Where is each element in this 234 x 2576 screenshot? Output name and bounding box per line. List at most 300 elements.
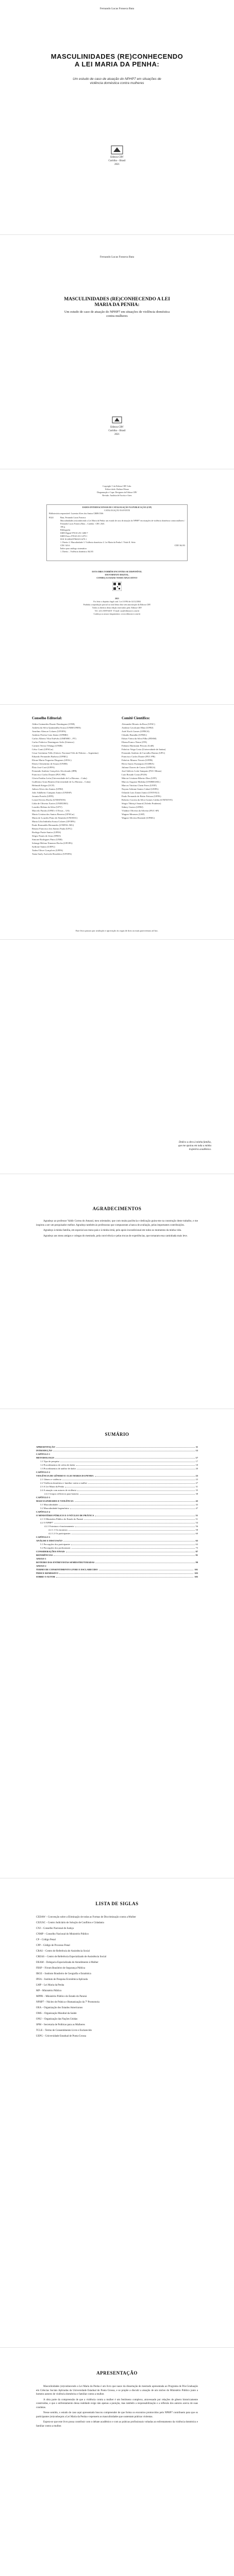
cip-subheader: CATALOGAÇÃO NA FONTE — [104, 509, 130, 512]
leader-dots — [75, 1499, 195, 1502]
summary-entry — [36, 1564, 198, 1568]
summary-entry-title: 2.1 Gênero e violência — [40, 1478, 61, 1481]
abbreviation-entry: DEAM – Delegacia Especializada de Atendimento à Mulher — [36, 1961, 98, 1964]
summary-entry-page: 17 — [195, 1460, 198, 1463]
summary-entry — [36, 1524, 198, 1528]
abbreviations-page — [0, 1878, 234, 2347]
abbreviation-entry: MPPR – Ministério Público do Estado do Paraná — [36, 1995, 87, 1998]
cip-cdu: CDU 343.6 — [60, 544, 70, 547]
imprint-page — [0, 469, 234, 704]
title-author: Fernando Lucas Fonseca Bata — [99, 256, 135, 259]
board-member: Carlos Alberto Vilar Estêvão (UMINHO – PT) — [32, 737, 76, 740]
board-member: Francisco Carlos Duarte (PUC-PR) — [32, 773, 65, 776]
board-member: Celso Conti (UFSCar) — [32, 748, 54, 751]
leader-dots — [54, 1553, 194, 1556]
abbreviations-list — [36, 1914, 198, 2039]
leader-dots — [99, 1568, 194, 1570]
board-member: José Adércio Leite Sampaio (PUC Minas) — [122, 770, 162, 772]
summary-entry-page: 51 — [195, 1514, 198, 1517]
acknowledgements-body — [36, 1219, 198, 1238]
summary-entry — [36, 1568, 198, 1571]
summary-entry-page: 38 — [195, 1493, 198, 1495]
summary-entry-page: 35 — [195, 1489, 198, 1492]
summary-entry-page: 51 — [195, 1518, 198, 1520]
summary-entry-title: 1.2 Procedimentos de coleta de dados — [40, 1464, 75, 1466]
summary-entry-title: 2.2 Violência doméstica e familiar contra a mulher — [40, 1482, 88, 1484]
leader-dots — [77, 1488, 194, 1491]
summary-entry — [36, 1449, 198, 1452]
imprint-line: Revisão: Analista de Escrita e Artes — [102, 494, 132, 497]
abbreviation-entry: CP – Código Penal — [36, 1939, 56, 1941]
publisher-line: Editora CRV — [110, 426, 124, 429]
summary-entry-page: 56 — [195, 1525, 198, 1528]
summary-entry-title: METODOLOGIA — [36, 1456, 55, 1459]
board-member: Sidney Guerra (UFRJ) — [122, 806, 143, 808]
board-member: Roberto Correia da Silva Gomes Caldas (UNINOVE) — [122, 799, 173, 801]
paragraph: Masculinidades (re)conhecendo a Lei Maria da Penha é um livro que nasce da dissertação de mestrado apresentada ao Programa de Pós-Graduação em Ciências Sociais Aplicadas da Universidade Estadual de Ponta Grossa, e se propõe a discutir a atuação de um núcleo do Ministério Público junto a homens autores de violência doméstica e familiar contra a mulher. — [36, 2385, 198, 2396]
summary-entry — [36, 1463, 198, 1467]
paragraph: A obra parte da compreensão de que a violência contra a mulher é um fenômeno complexo, atravessado por relações de gênero historicamente construídas, e que o enfrentamento dessa realidade exige não apenas a punição, mas também a responsabilização e a reflexão dos autores acerca de suas condutas. — [36, 2398, 198, 2409]
abbreviation-entry: CEJUSC – Centro Judiciário de Solução de Conflitos e Cidadania — [36, 1922, 104, 1924]
board-member: Guillermo Arias Beatón (Universidade de La Havana – Cuba) — [32, 781, 91, 783]
board-members — [32, 722, 114, 856]
leader-dots — [63, 1539, 194, 1541]
footer-line: Foi feito o depósito legal conf. Lei 10.994 de 14/12/2004 — [93, 600, 141, 603]
summary-entry-title: ANEXO 2 — [36, 1565, 46, 1567]
cip-code: B324 — [49, 516, 54, 519]
summary-entry-title: 4.2.1.2 Os participantes — [48, 1532, 71, 1535]
summary-entry-title: 2.4.1 Grupos reflexivos para homens — [44, 1493, 79, 1495]
summary-entry-page: 63 — [195, 1543, 198, 1546]
cip-librarian: Bibliotecária responsável: Luzenira Alves dos Santos CRB9/1506 — [49, 512, 104, 515]
board-member: Marcelo Paixão (UFRJ e UTexas – US) — [32, 809, 70, 812]
summary-entry-page: 27 — [195, 1482, 198, 1484]
board-member: Antônio Pereira Gaio Júnior (UFRRJ) — [32, 734, 68, 736]
leader-dots — [54, 1521, 195, 1523]
summary-entry-title: CAPÍTULO 5 — [36, 1536, 51, 1538]
summary-entry — [36, 1514, 198, 1517]
scientific-committee — [122, 716, 204, 820]
summary-entry-page: 105 — [194, 1575, 198, 1578]
summary-entry-title: 4.1 O Ministério Público do Estado do Paraná — [40, 1518, 83, 1520]
summary-entry — [36, 1535, 198, 1539]
leader-dots — [95, 1514, 194, 1516]
summary-entry — [36, 1488, 198, 1492]
board-member: Sérgio Tibiriçá Amaral (Toledo Prudente) — [122, 802, 161, 805]
board-member: Maria Cristina dos Santos Bezerra (UFSCar) — [32, 813, 75, 816]
board-member: João Adalberto Campato Junior (UNESP) — [32, 791, 72, 794]
digital-notice — [0, 570, 234, 580]
summary-entry-page: 91 — [195, 1554, 198, 1556]
board-member: Paulo Romualdo Hernandes (UNIFAL-MG) — [32, 824, 74, 826]
footer-line: Conheça os nossos lançamentos: www.editoracrv.com.br — [93, 613, 141, 615]
board-member: Luiz Rosado Costa (FAJS) — [122, 773, 147, 776]
summary-entry — [36, 1553, 198, 1557]
dedication-page — [0, 940, 234, 1174]
summary-entry-title: O MINISTÉRIO PÚBLICO E O NÚCLEO DE PRÁTICA — [36, 1514, 94, 1517]
leader-dots — [76, 1463, 195, 1466]
cip-index-entry: 1. Direito – Violência doméstica 362.83 — [60, 550, 93, 553]
summary-entry-page: 23 — [195, 1475, 198, 1477]
summary-entry-title: 3.2 Masculinidade hegemônica — [40, 1507, 70, 1510]
abbreviation-entry: LMP – Lei Maria da Penha — [36, 1984, 64, 1987]
board-member: Marcos Vinícius Chein Feres (UFJF) — [122, 784, 157, 787]
summary-entry-title: 2.3 A Lei Maria da Penha — [40, 1485, 64, 1488]
summary-entry-title: ÍNDICE REMISSIVO — [36, 1572, 59, 1574]
cip-entry: Bibliografia — [60, 529, 71, 531]
cover-subtitle: Um estudo de caso de atuação do NPHP7 em situações de violência doméstica contra mulheres — [73, 77, 161, 85]
leader-dots — [65, 1485, 195, 1487]
imprint-line: Diagramação e Capa: Designers da Editora CRV — [97, 491, 137, 494]
summary-entry-page: 99 — [195, 1561, 198, 1564]
board-title: Comitê Científico: — [122, 716, 151, 720]
summary-entry — [36, 1481, 198, 1485]
summary-entry — [36, 1445, 198, 1449]
paragraph: Agradeço à minha família, em especial aos meus pais e à minha irmã, pelo apoio incondicional em todos os momentos da minha vida. — [43, 1229, 182, 1232]
publisher-logo — [112, 416, 122, 423]
dedication-line: que me apoiou em toda a minha — [178, 1145, 211, 1147]
imprint-line: Copyright © da Editora CRV Ltda. — [103, 485, 131, 487]
leader-dots — [56, 1575, 193, 1578]
imprint-footer — [0, 597, 234, 616]
board-member: Cláudio Brandão (UFMG) — [122, 734, 147, 736]
board-member: Sydione Santos (UEPG) — [32, 845, 55, 848]
acknowledgements-page — [0, 1174, 234, 1409]
board-member: Carlos Federico Dominguez Avila (Unieuro) — [32, 741, 74, 743]
leader-dots — [84, 1517, 195, 1520]
board-member: Josania Portela (UFPI) — [32, 795, 54, 798]
board-member: Nayara Adriane Santos Cabral (UEPA) — [122, 788, 159, 790]
summary-entry — [36, 1557, 198, 1561]
board-member: Andréia da Silva Quintanilha Sousa (UNIR/UFRN) — [32, 726, 81, 729]
leader-dots — [55, 1456, 194, 1459]
board-member: Fabrício Muraro Novais (UFPR) — [122, 759, 153, 761]
summary-entry-title: REFERÊNCIAS — [36, 1554, 53, 1556]
cover-title: MASCULINIDADES (RE)CONHECENDO A LEI MARIA DA PENHA: — [51, 53, 183, 68]
summary-entry — [36, 1485, 198, 1488]
board-member: Fernando Antônio Gonçalves Alcoforado (IPB) — [32, 770, 77, 772]
qr-code-icon — [112, 582, 122, 591]
leader-dots — [95, 1561, 194, 1563]
summary-entry-page: 18 — [195, 1464, 198, 1466]
board-member: Fernando Antônio de Carvalho Dantas (UFG) — [122, 752, 165, 754]
summary-entry-page: 17 — [195, 1456, 198, 1459]
summary-entry-title: 4.2.1 Estrutura e funcionamento — [44, 1525, 74, 1528]
board-member: Anselmo Alencar Colares (UFOPA) — [32, 730, 66, 733]
leader-dots — [88, 1481, 194, 1484]
title-publisher — [0, 426, 234, 436]
board-title: Conselho Editorial: — [32, 716, 62, 720]
summary-entry — [36, 1503, 198, 1506]
board-member: Francisco Carlos Duarte (PUC-PR) — [122, 755, 155, 758]
summary-entry — [36, 1517, 198, 1521]
cip-entry: Masculinidades (re)conhecendo a Lei Maria da Penha: um estudo de caso de atuação do NPHP7 em situações de violência doméstica contra mulheres / Fernando Lucas Fonseca Bata – Curitiba : CRV, 2021. — [60, 519, 185, 525]
summary-entry — [36, 1496, 198, 1499]
board-member: Maria de Lourdes Pinto de Almeida (UNOESC) — [32, 817, 78, 819]
abbreviation-entry: CREAS – Centro de Referência Especializado de Assistência Social — [36, 1956, 107, 1958]
presentation-heading: APRESENTAÇÃO — [96, 2370, 138, 2376]
board-member: Renato Francisco dos Santos Paula (UFG) — [32, 827, 72, 830]
leader-dots — [60, 1460, 194, 1462]
summary-entry-page: 20 — [195, 1467, 198, 1470]
summary-entry — [36, 1478, 198, 1481]
leader-dots — [53, 1449, 194, 1451]
abbreviation-entry: CNJ – Conselho Nacional de Justiça — [36, 1927, 74, 1930]
summary-entry-page: 54 — [195, 1521, 198, 1524]
summary-entry — [36, 1550, 198, 1553]
summary-entry-page: 101 — [194, 1568, 198, 1571]
peer-review-note: Este livro passou por avaliação e aprovação às cegas de dois ou mais pareceristas ad hoc. — [75, 929, 159, 932]
paragraph: Agradeço ao professor Valdir Correa do Amaral, meu orientador, que com muita paciência e dedicação guiou-me na construção deste trabalho, e me inspirou a ser um pesquisador melhor. Agradeço também às professoras que compuseram a banca de avaliação, pelas importantes contribuições. — [36, 1220, 198, 1227]
legal-line: EM FORMATO DIGITAL. — [105, 573, 129, 576]
summary-heading: SUMÁRIO — [105, 1432, 129, 1437]
summary-entry-page: 87 — [195, 1550, 198, 1553]
summary-entry-page: 58 — [195, 1529, 198, 1531]
summary-entry-page: 13 — [195, 1449, 198, 1452]
abbreviation-entry: FBSP – Fórum Brasileiro de Segurança Pública — [36, 1967, 86, 1970]
summary-entry-title: 2.4 A atuação com autores de violência — [40, 1489, 77, 1492]
board-members — [122, 722, 204, 820]
paragraph: Nesse sentido, o estudo de caso aqui apresentado buscou compreender de que forma os encontros promovidos pelo NPHP7 contribuem para que os participantes (re)conheçam a Lei Maria da Penha e repensem as masculinidades que sustentam práticas violentas. — [36, 2412, 198, 2418]
board-member: Fabiano Hartmann Peixoto (UnB) — [122, 744, 154, 747]
cip-entry: 1. Direito 2. Masculinidade 3. Violência doméstica 4. Lei Maria da Penha I. Título II. Série. — [60, 541, 136, 544]
summary-entry-title: ANÁLISE E DISCUSSÃO — [36, 1539, 63, 1542]
board-member: Fabrício Veiga Costa (Universidade de Itaúna) — [122, 748, 166, 751]
summary-entry — [36, 1452, 198, 1456]
board-member: Lídia de Oliveira Xavier (UNIEURO) — [32, 802, 68, 805]
board-member: Hecto Inacio Eustaquio (ULBRA) — [122, 762, 154, 765]
dedication-line: trajetória acadêmica. — [189, 1148, 211, 1151]
presentation-page — [0, 2348, 234, 2576]
summary-entry-title: CAPÍTULO 4 — [36, 1511, 51, 1513]
board-member: Orlando Luiz Zanon Junior (UNIVALI) — [122, 791, 159, 794]
leader-dots — [95, 1474, 195, 1477]
publisher-line: 2021 — [114, 433, 120, 436]
summary-entry-title: ANEXO 1 — [36, 1557, 46, 1560]
summary-entry-page: 31 — [195, 1485, 198, 1488]
cip-entry: Bata, Fernando Lucas Fonseca. — [60, 516, 87, 519]
leader-dots — [72, 1546, 195, 1549]
board-member: Edson Vieira da Silva Filho (FDSM) — [122, 737, 157, 740]
summary-page — [0, 1409, 234, 1878]
board-member: Marcos Augusto Maliska (UNIBRASIL) — [122, 781, 160, 783]
summary-entry-title: VIOLÊNCIA DE GÊNERO E A LEI MARIA DA PENHA — [36, 1475, 94, 1477]
board-member: Ariel Koch Gomes (UFRGS) — [122, 730, 149, 733]
summary-entry-title: 1.1 Tipo de pesquisa — [40, 1460, 60, 1463]
publisher-line: Curitiba – Brasil — [108, 430, 126, 432]
board-member: Paulo Fernando de Britto Feitoza (UFPA) — [122, 795, 161, 798]
dedication-line: Dedico a obra à minha família, — [178, 1141, 211, 1144]
summary-entry-title: 3.1 Masculinidades — [40, 1503, 58, 1506]
summary-entry-title: CONSIDERAÇÕES FINAIS — [36, 1550, 65, 1553]
summary-entry — [36, 1506, 198, 1510]
footer-line: Todos os direitos desta edição reservados pela: Editora CRV — [92, 606, 142, 609]
summary-entry-page: 11 — [195, 1446, 198, 1448]
abbreviation-entry: OEA – Organização dos Estados Americanos — [36, 2007, 83, 2009]
summary-entry — [36, 1532, 198, 1535]
leader-dots — [56, 1445, 195, 1448]
publisher-line: 2021 — [114, 163, 120, 166]
summary-entry — [36, 1460, 198, 1463]
summary-entry-title: INTRODUÇÃO — [36, 1449, 53, 1452]
summary-entry — [36, 1492, 198, 1496]
board-member: Gloria Fariñas León (Universidade de La Havana – Cuba) — [32, 777, 87, 779]
summary-entry — [36, 1510, 198, 1514]
summary-entry — [36, 1528, 198, 1532]
abbreviation-entry: CRAS – Centro de Referência de Assistência Social — [36, 1950, 90, 1953]
board-member: Wagner Silveira Rezende (UFMG) — [122, 817, 155, 819]
leader-dots — [66, 1550, 195, 1552]
summary-entry-page: 60 — [195, 1532, 198, 1535]
abbreviation-entry: IPEA – Instituto de Pesquisa Econômica Aplicada — [36, 1978, 88, 1981]
title-main: MASCULINIDADES (RE)CONHECENDO A LEI MARIA DA PENHA: — [64, 297, 170, 308]
footer-line: Tel.: (41) 3039-6418 - E-mail: sac@editoracrv.com.br — [94, 609, 140, 612]
summary-entry-title: CAPÍTULO 1 — [36, 1453, 51, 1455]
title-page — [0, 235, 234, 469]
summary-entry — [36, 1575, 198, 1579]
abbreviation-entry: CEDAW – Convenção sobre a Eliminação de todas as Formas de Discriminação contra a Mulher — [36, 1916, 136, 1919]
footer-line: Proibida a reprodução parcial ou total desta obra sem autorização da Editora CRV — [83, 603, 151, 606]
summary-entry — [36, 1539, 198, 1543]
board-member: Helmuth Krüger (UCP) — [32, 784, 55, 787]
board-member: Élsio José Corá (UFFS) — [32, 766, 55, 769]
leader-dots — [59, 1571, 193, 1574]
summary-entry-title: TERMO DE CONSENTIMENTO LIVRE E ESCLARECIDO — [36, 1568, 98, 1571]
board-member: Maria Lília Imbiriba Sousa Colares (UFOPA) — [32, 820, 75, 823]
summary-entry-page: 23 — [195, 1478, 198, 1481]
leader-dots — [80, 1492, 195, 1495]
summary-entry-page: 47 — [195, 1507, 198, 1510]
board-member: Sérgio Nunes de Jesus (IFRO) — [32, 835, 61, 837]
cover-page — [0, 0, 234, 234]
summary-entry — [36, 1546, 198, 1550]
board-member: Elizeu Clementino de Souza (UNEB) — [32, 762, 68, 765]
summary-list — [36, 1445, 198, 1579]
abbreviation-entry: CPP – Código de Processo Penal — [36, 1944, 70, 1947]
summary-entry — [36, 1456, 198, 1460]
editorial-board — [32, 716, 114, 856]
cip-entry: ISBN Digital 978-65-251-1480-7 — [60, 532, 88, 534]
cip-entry: 106 p. — [60, 526, 65, 528]
board-member: Cesar Gerónimo Tello (Univer. Nacional Três de Febrero – Argentina) — [32, 752, 98, 754]
board-member: Eduardo Fernandes Barbosa (UFMG) — [32, 755, 68, 758]
board-member: Eliana Franco Neme (ITE) — [122, 741, 147, 743]
summary-entry-page: 43 — [195, 1503, 198, 1506]
cover-author: Fernando Lucas Fonseca Bata — [99, 7, 135, 10]
board-member: Juliana Chaves de Castro (UFRGS) — [122, 766, 156, 769]
acknowledgements-heading: AGRADECIMENTOS — [92, 1206, 142, 1211]
abbreviation-entry: SPM – Secretaria de Políticas para as Mulheres — [36, 2024, 85, 2026]
presentation-body — [36, 2385, 198, 2428]
cover-publisher — [0, 156, 234, 166]
cip-box — [46, 504, 188, 561]
summary-entry — [36, 1543, 198, 1546]
summary-entry-page: 43 — [195, 1500, 198, 1502]
leader-dots — [71, 1543, 194, 1545]
summary-entry — [36, 1561, 198, 1564]
legal-line: ESTA OBRA TAMBÉM ENCONTRA-SE DISPONÍVEL — [92, 570, 142, 573]
abbreviation-entry: TCLE – Termo de Consentimento Livre e Esclarecido — [36, 2029, 92, 2032]
summary-entry — [36, 1571, 198, 1575]
cip-header: DADOS INTERNACIONAIS DE CATALOGAÇÃO NA PUBLICAÇÃO (CIP) — [82, 506, 152, 509]
publisher-line: Curitiba – Brasil — [108, 160, 126, 162]
summary-entry-title: SOBRE O AUTOR — [36, 1575, 55, 1578]
board-member: Alexandre Morais da Rosa (UFSC) — [122, 723, 155, 725]
abbreviation-entry: OMS – Organização Mundial da Saúde — [36, 2012, 77, 2015]
summary-entry — [36, 1521, 198, 1524]
summary-entry-title: APRESENTAÇÃO — [36, 1446, 55, 1448]
dedication-text — [155, 1141, 211, 1151]
boards-page — [0, 705, 234, 939]
imprint-credits — [0, 485, 234, 497]
abbreviation-entry: UEPG – Universidade Estadual de Ponta Grossa — [36, 2035, 86, 2038]
abbreviation-entry: CNMP – Conselho Nacional do Ministério Público — [36, 1933, 89, 1936]
board-member: Márcia Cristiane Ribeiro Dias (UFF) — [122, 777, 157, 779]
summary-entry — [36, 1474, 198, 1478]
board-member: Lourdes Helena da Silva (UFV) — [32, 806, 62, 808]
summary-entry-title: 4.2.1.1 Os encontros — [48, 1529, 68, 1531]
board-member: Rodrigo Pratte-Santos (UFES) — [32, 831, 61, 834]
summary-entry-title: ROTEIRO DAS ENTREVISTAS SEMIESTRUTURADAS — [36, 1561, 95, 1564]
leader-dots — [72, 1532, 195, 1534]
leader-dots — [77, 1467, 194, 1469]
board-member: Vladmir Oliveira da Silveira (PUC-SP) — [122, 809, 159, 812]
board-member: Leonel Severo Rocha (UNISINOS) — [32, 799, 66, 801]
summary-entry-title: 4.2 O NPHP7 — [40, 1521, 53, 1524]
summary-entry-title: 5.2 Percepções dos profissionais — [40, 1547, 71, 1549]
summary-entry-title: MASCULINIDADES E VIOLÊNCIA — [36, 1500, 74, 1502]
board-member: Carmen Tereza Velanga (UNIR) — [32, 744, 63, 747]
leader-dots — [62, 1478, 195, 1480]
board-member: Tadeu Oliver Gonçalves (UFPA) — [32, 849, 63, 852]
imprint-line: Editor-chefe: Railson Moura — [105, 488, 129, 490]
summary-entry — [36, 1467, 198, 1470]
abbreviation-entry: NPHP7 – Núcleo de Prática e Humanização da 7ª Promotoria — [36, 2001, 99, 2004]
leader-dots — [70, 1506, 194, 1509]
board-member: Tania Suely Azevedo Brasileiro (UFOPA) — [32, 853, 72, 855]
abbreviations-heading: LISTA DE SIGLAS — [95, 1901, 139, 1906]
abbreviation-entry: IBGE – Instituto Brasileiro de Geografia e Estatística — [36, 1973, 91, 1975]
abbreviation-entry: ONU – Organização das Nações Unidas — [36, 2018, 78, 2021]
leader-dots — [59, 1503, 195, 1505]
footer-line: 2021 — [115, 597, 119, 600]
summary-entry-title: CAPÍTULO 3 — [36, 1496, 51, 1499]
summary-entry-title: 5.1 Percepções dos participantes — [40, 1543, 71, 1546]
summary-entry-title: 1.3 Procedimentos de análise de dados — [40, 1467, 76, 1470]
board-member: Aldira Guimarães Duarte Domínguez (UNB) — [32, 723, 75, 725]
board-member: Jailson Alves dos Santos (UFRJ) — [32, 788, 63, 790]
abbreviation-entry: MP – Ministério Público — [36, 1990, 62, 1992]
summary-entry-title: CAPÍTULO 2 — [36, 1471, 51, 1473]
publisher-line: Editora CRV — [110, 156, 124, 159]
board-member: Wagner Menezes (USP) — [122, 813, 145, 816]
cip-index-title: Índice para catálogo sistemático — [60, 547, 87, 550]
cip-cdd: CDD 362.83 — [174, 544, 185, 547]
summary-entry-page: 63 — [195, 1539, 198, 1542]
paragraph: Espera-se que este livro possa contribuir com o debate acadêmico e com as práticas profissionais voltadas ao enfrentamento da violência doméstica e familiar contra a mulher. — [36, 2421, 198, 2428]
summary-entry-page: 75 — [195, 1547, 198, 1549]
board-member: Simone Rodrigues Pinto (UNB) — [32, 838, 62, 841]
leader-dots — [75, 1524, 195, 1527]
legal-line: CONHEÇA E BAIXE NOSSO APLICATIVO! — [96, 577, 138, 579]
cip-entry: DOI 10.24824/978652511479.1 — [60, 538, 87, 540]
leader-dots — [69, 1528, 194, 1531]
summary-entry — [36, 1499, 198, 1503]
summary-entry-page: 103 — [194, 1572, 198, 1574]
board-member: Solange Helena Ximenes-Rocha (UFOPA) — [32, 842, 73, 844]
paragraph: Agradeço aos meus amigos e colegas do mestrado, pela convivência e pelas trocas de experiências, que tornaram essa caminhada mais leve. — [43, 1234, 188, 1238]
title-subtitle: Um estudo de caso de atuação do NPHP7 em situações de violência doméstica contra mulheres — [64, 310, 170, 318]
